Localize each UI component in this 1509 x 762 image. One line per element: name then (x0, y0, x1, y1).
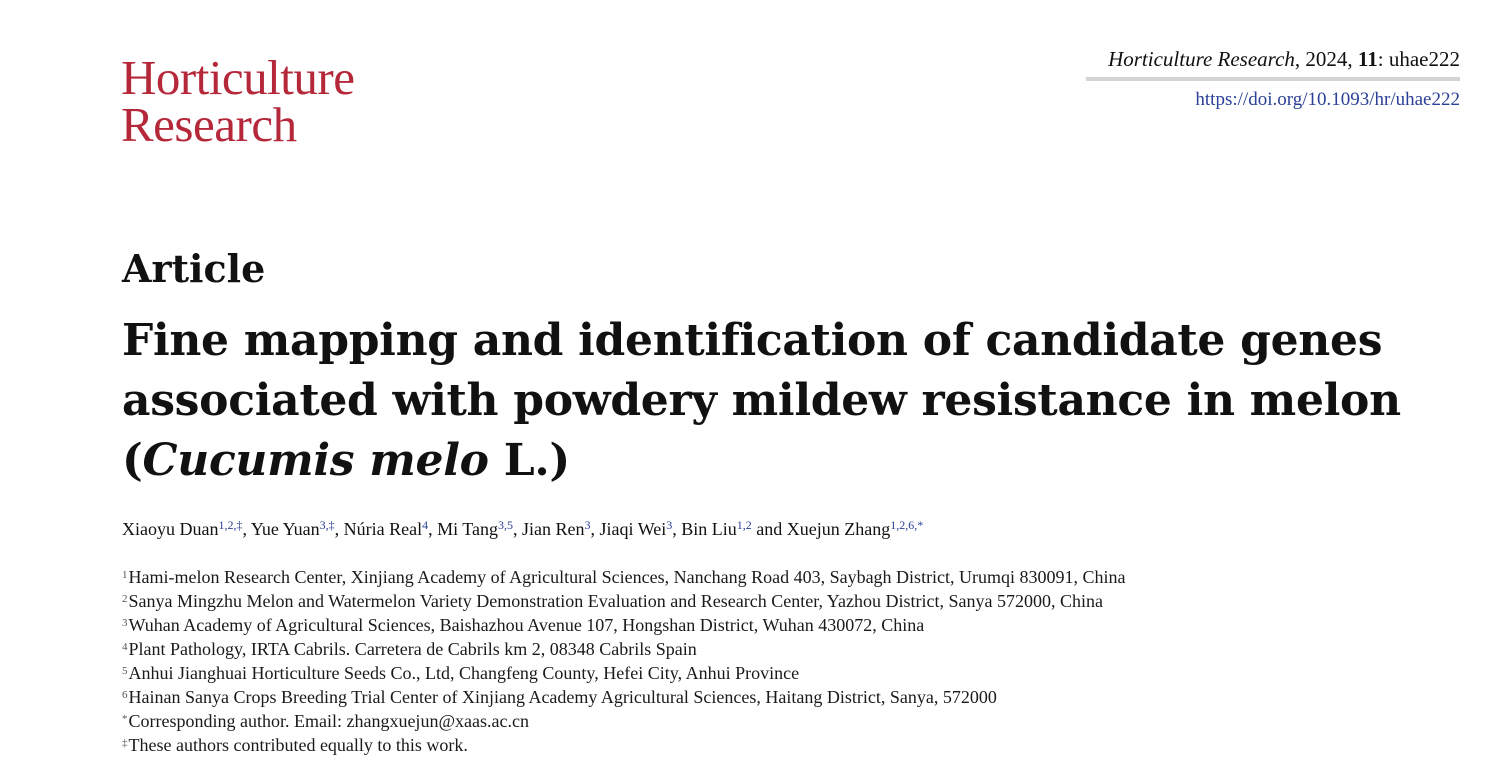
affiliation-text: Wuhan Academy of Agricultural Sciences, Baishazhou Avenue 107, Hongshan District, Wuhan 430072, China (128, 615, 925, 635)
affiliation-mark: ‡ (122, 737, 128, 749)
journal-logo-line2: Research (121, 97, 297, 152)
author-name[interactable]: Bin Liu (681, 519, 737, 539)
article-title (122, 311, 1462, 491)
author-affiliation-marks[interactable]: 1,2 (736, 518, 752, 532)
affiliation-mark: 5 (122, 665, 128, 677)
author-affiliation-marks[interactable]: 3,‡ (319, 518, 335, 532)
affiliation-item (122, 661, 1126, 685)
author-name[interactable]: Xuejun Zhang (786, 519, 891, 539)
citation-sep: , (1347, 47, 1358, 71)
author-affiliation-marks[interactable]: 1,2,‡ (218, 518, 243, 532)
citation-journal: Horticulture Research (1108, 47, 1295, 71)
affiliation-item (122, 589, 1126, 613)
affiliation-item (122, 733, 1126, 757)
affiliation-mark: 2 (122, 593, 128, 605)
affiliation-text: Sanya Mingzhu Melon and Watermelon Variety Demonstration Evaluation and Research Center, Yazhou District, Sanya 572000, China (128, 591, 1103, 611)
citation-divider (1086, 77, 1460, 81)
affiliation-list (122, 565, 1126, 757)
affiliation-mark: * (122, 713, 128, 725)
author-separator: , (513, 519, 523, 539)
affiliation-text: Plant Pathology, IRTA Cabrils. Carretera de Cabrils km 2, 08348 Cabrils Spain (128, 639, 697, 659)
citation-sep: , (1294, 47, 1306, 71)
author-separator: , (590, 519, 600, 539)
journal-logo-line1: Horticulture (121, 50, 355, 105)
author-affiliation-marks[interactable]: 3 (666, 518, 673, 532)
affiliation-text: These authors contributed equally to this work. (128, 735, 468, 755)
title-paren-close: L.) (488, 435, 570, 486)
article-type-label: Article (122, 246, 266, 291)
author-affiliation-marks[interactable]: 4 (422, 518, 429, 532)
author-separator: and (751, 519, 787, 539)
doi-link[interactable]: https://doi.org/10.1093/hr/uhae222 (1195, 89, 1460, 110)
author-affiliation-marks[interactable]: 3,5 (498, 518, 514, 532)
citation-line (1108, 47, 1460, 72)
affiliation-text: Anhui Jianghuai Horticulture Seeds Co., Ltd, Changfeng County, Hefei City, Anhui Province (128, 663, 800, 683)
author-name[interactable]: Núria Real (343, 519, 423, 539)
affiliation-mark: 6 (122, 689, 128, 701)
journal-logo (121, 50, 355, 152)
citation-sep: : (1377, 47, 1389, 71)
author-list (122, 519, 923, 540)
affiliation-mark: 1 (122, 569, 128, 581)
author-name[interactable]: Xiaoyu Duan (122, 519, 219, 539)
author-name[interactable]: Mi Tang (437, 519, 499, 539)
author-affiliation-marks[interactable]: 3 (584, 518, 591, 532)
affiliation-item (122, 637, 1126, 661)
author-name[interactable]: Yue Yuan (250, 519, 320, 539)
author-separator: , (672, 519, 682, 539)
affiliation-item (122, 709, 1126, 733)
title-paren-open: ( (122, 435, 143, 486)
author-separator: , (242, 519, 251, 539)
title-line-1: Fine mapping and identification of candidate genes (122, 315, 1383, 366)
affiliation-mark: 3 (122, 617, 128, 629)
author-name[interactable]: Jiaqi Wei (599, 519, 667, 539)
title-species: Cucumis melo (142, 435, 489, 486)
citation-volume: 11 (1357, 47, 1378, 71)
affiliation-text: Hainan Sanya Crops Breeding Trial Center of Xinjiang Academy Agricultural Sciences, Haitang District, Sanya, 572000 (128, 687, 997, 707)
affiliation-mark: 4 (122, 641, 128, 653)
author-separator: , (334, 519, 344, 539)
affiliation-item (122, 685, 1126, 709)
affiliation-item (122, 613, 1126, 637)
citation-year: 2024 (1305, 47, 1348, 71)
author-name[interactable]: Jian Ren (522, 519, 585, 539)
author-separator: , (428, 519, 438, 539)
author-affiliation-marks[interactable]: 1,2,6,* (890, 518, 924, 532)
affiliation-text: Corresponding author. Email: zhangxuejun@xaas.ac.cn (128, 711, 529, 731)
title-line-2: associated with powdery mildew resistance in melon (122, 375, 1401, 426)
citation-article-id: uhae222 (1388, 47, 1460, 71)
title-line-3 (122, 431, 1462, 491)
affiliation-text: Hami-melon Research Center, Xinjiang Academy of Agricultural Sciences, Nanchang Road 403, Saybagh District, Urumqi 830091, China (128, 567, 1126, 587)
affiliation-item (122, 565, 1126, 589)
